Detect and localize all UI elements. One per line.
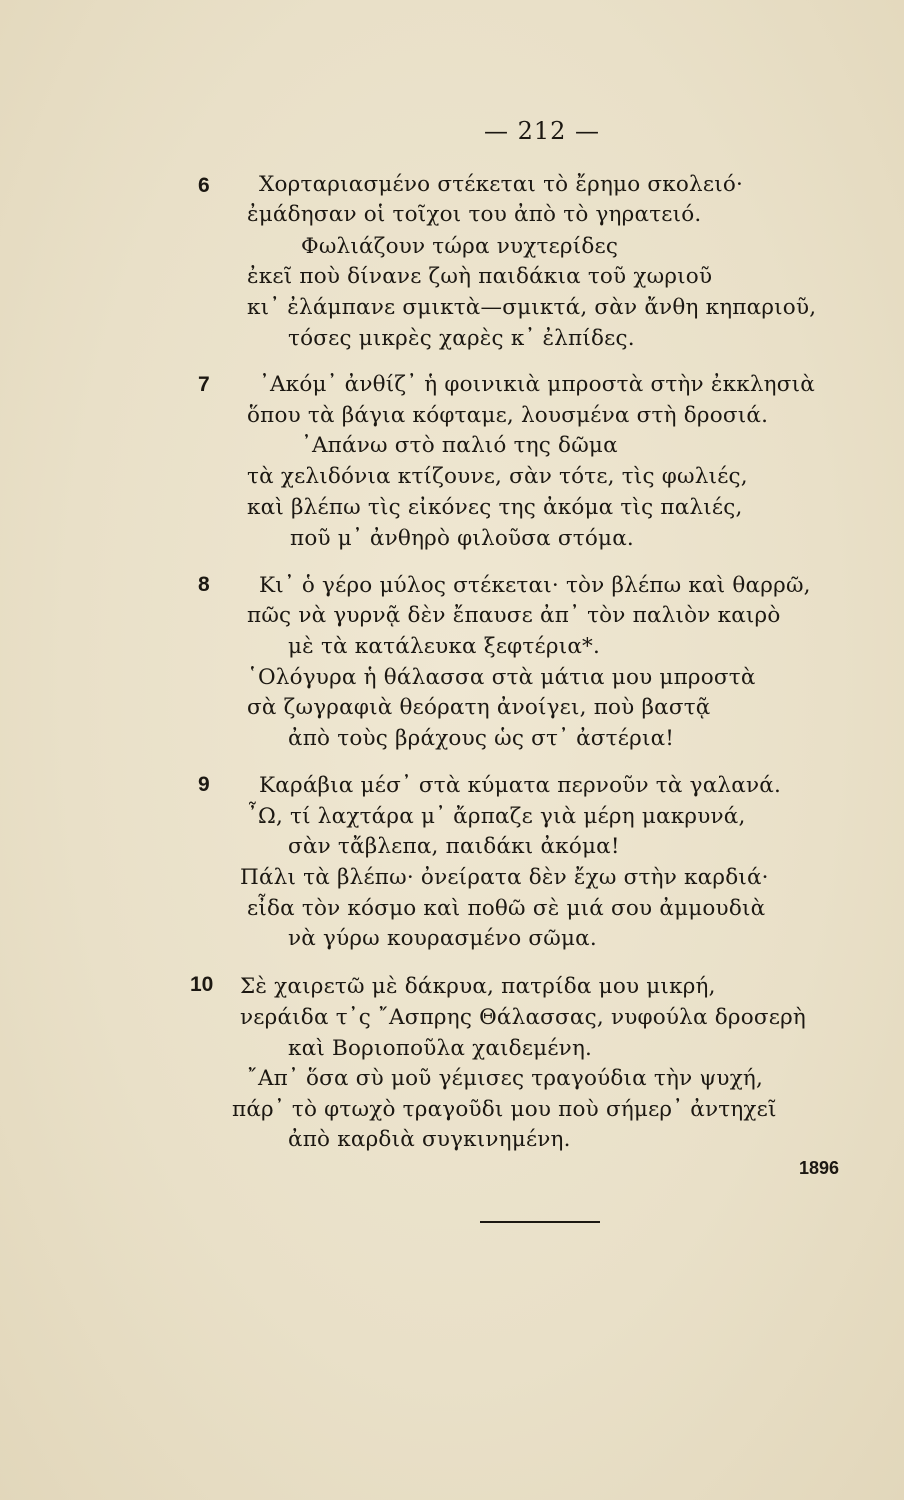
verse-line: ποῦ μ᾿ ἀνθηρὸ φιλοῦσα στόμα. <box>290 526 634 551</box>
verse-line: ῾Ολόγυρα ἡ θάλασσα στὰ μάτια μου μπροστὰ <box>247 665 756 690</box>
verse-line: τόσες μικρὲς χαρὲς κ᾿ ἐλπίδες. <box>288 326 635 351</box>
verse-line: εἶδα τὸν κόσμο καὶ ποθῶ σὲ μιά σου ἀμμουδιὰ <box>247 896 766 921</box>
verse-line: σὰ ζωγραφιὰ θεόρατη ἀνοίγει, ποὺ βαστᾷ <box>247 695 711 720</box>
verse-line: καὶ Βοριοποῦλα χαιδεμένη. <box>288 1036 593 1061</box>
verse-line: ἐμάδησαν οἱ τοῖχοι του ἀπὸ τὸ γηρατειό. <box>247 202 702 227</box>
stanza-number: 10 <box>190 973 214 996</box>
date-year: 1896 <box>799 1158 840 1178</box>
verse-line: Σὲ χαιρετῶ μὲ δάκρυα, πατρίδα μου μικρή, <box>240 974 716 999</box>
stanza-number: 8 <box>198 573 210 596</box>
verse-line: πῶς νὰ γυρνᾷ δὲν ἔπαυσε ἀπ᾿ τὸν παλιὸν καιρὸ <box>247 603 781 628</box>
verse-line: σὰν τἄβλεπα, παιδάκι ἀκόμα! <box>288 834 620 859</box>
verse-line: Καράβια μέσ᾿ στὰ κύματα περνοῦν τὰ γαλανά. <box>259 773 781 798</box>
verse-line: Χορταριασμένο στέκεται τὸ ἔρημο σκολειό· <box>259 172 744 197</box>
verse-line: ῎Απ᾿ ὅσα σὺ μοῦ γέμισες τραγούδια τὴν ψυχή, <box>247 1066 764 1091</box>
verse-line: ἀπὸ καρδιὰ συγκινημένη. <box>288 1127 571 1152</box>
verse-line: ἀπὸ τοὺς βράχους ὡς στ᾿ ἀστέρια! <box>288 726 675 751</box>
verse-line: μὲ τὰ κατάλευκα ξεφτέρια*. <box>288 634 601 659</box>
verse-line: ᾿Απάνω στὸ παλιό της δῶμα <box>301 433 618 458</box>
verse-line: τὰ χελιδόνια κτίζουνε, σὰν τότε, τὶς φωλιές, <box>247 464 748 489</box>
verse-line: πάρ᾿ τὸ φτωχὸ τραγοῦδι μου ποὺ σήμερ᾿ ἀντηχεῖ <box>232 1097 777 1122</box>
verse-line: νεράιδα τ᾿ς ῎Ασπρης Θάλασσας, νυφούλα δροσερὴ <box>240 1005 807 1030</box>
verse-line: Πάλι τὰ βλέπω· ὀνείρατα δὲν ἔχω στὴν καρδιά· <box>240 865 769 890</box>
stanza-number: 7 <box>198 373 210 396</box>
verse-line: καὶ βλέπω τὶς εἰκόνες της ἀκόμα τὶς παλιές, <box>247 495 743 520</box>
verse-line: Κι᾿ ὁ γέρο μύλος στέκεται· τὸν βλέπω καὶ θαρρῶ, <box>259 573 811 598</box>
verse-line: ᾿Ακόμ᾿ ἀνθίζ᾿ ἡ φοινικιὰ μπροστὰ στὴν ἐκκλησιὰ <box>259 372 815 397</box>
verse-line: νὰ γύρω κουρασμένο σῶμα. <box>288 926 597 951</box>
stanza-number: 6 <box>198 174 210 197</box>
page-number: — 212 — <box>483 117 601 145</box>
verse-line: Φωλιάζουν τώρα νυχτερίδες <box>301 234 619 259</box>
verse-line: ῏Ω, τί λαχτάρα μ᾿ ἄρπαζε γιὰ μέρη μακρυνά, <box>247 804 746 829</box>
stanza-number: 9 <box>198 773 210 796</box>
closing-rule <box>480 1221 600 1223</box>
verse-line: ὅπου τὰ βάγια κόφταμε, λουσμένα στὴ δροσιά. <box>247 403 769 428</box>
verse-line: ἐκεῖ ποὺ δίνανε ζωὴ παιδάκια τοῦ χωριοῦ <box>247 264 713 289</box>
verse-line: κι᾿ ἐλάμπανε σμικτὰ—σμικτά, σὰν ἄνθη κηπαριοῦ, <box>247 295 817 320</box>
